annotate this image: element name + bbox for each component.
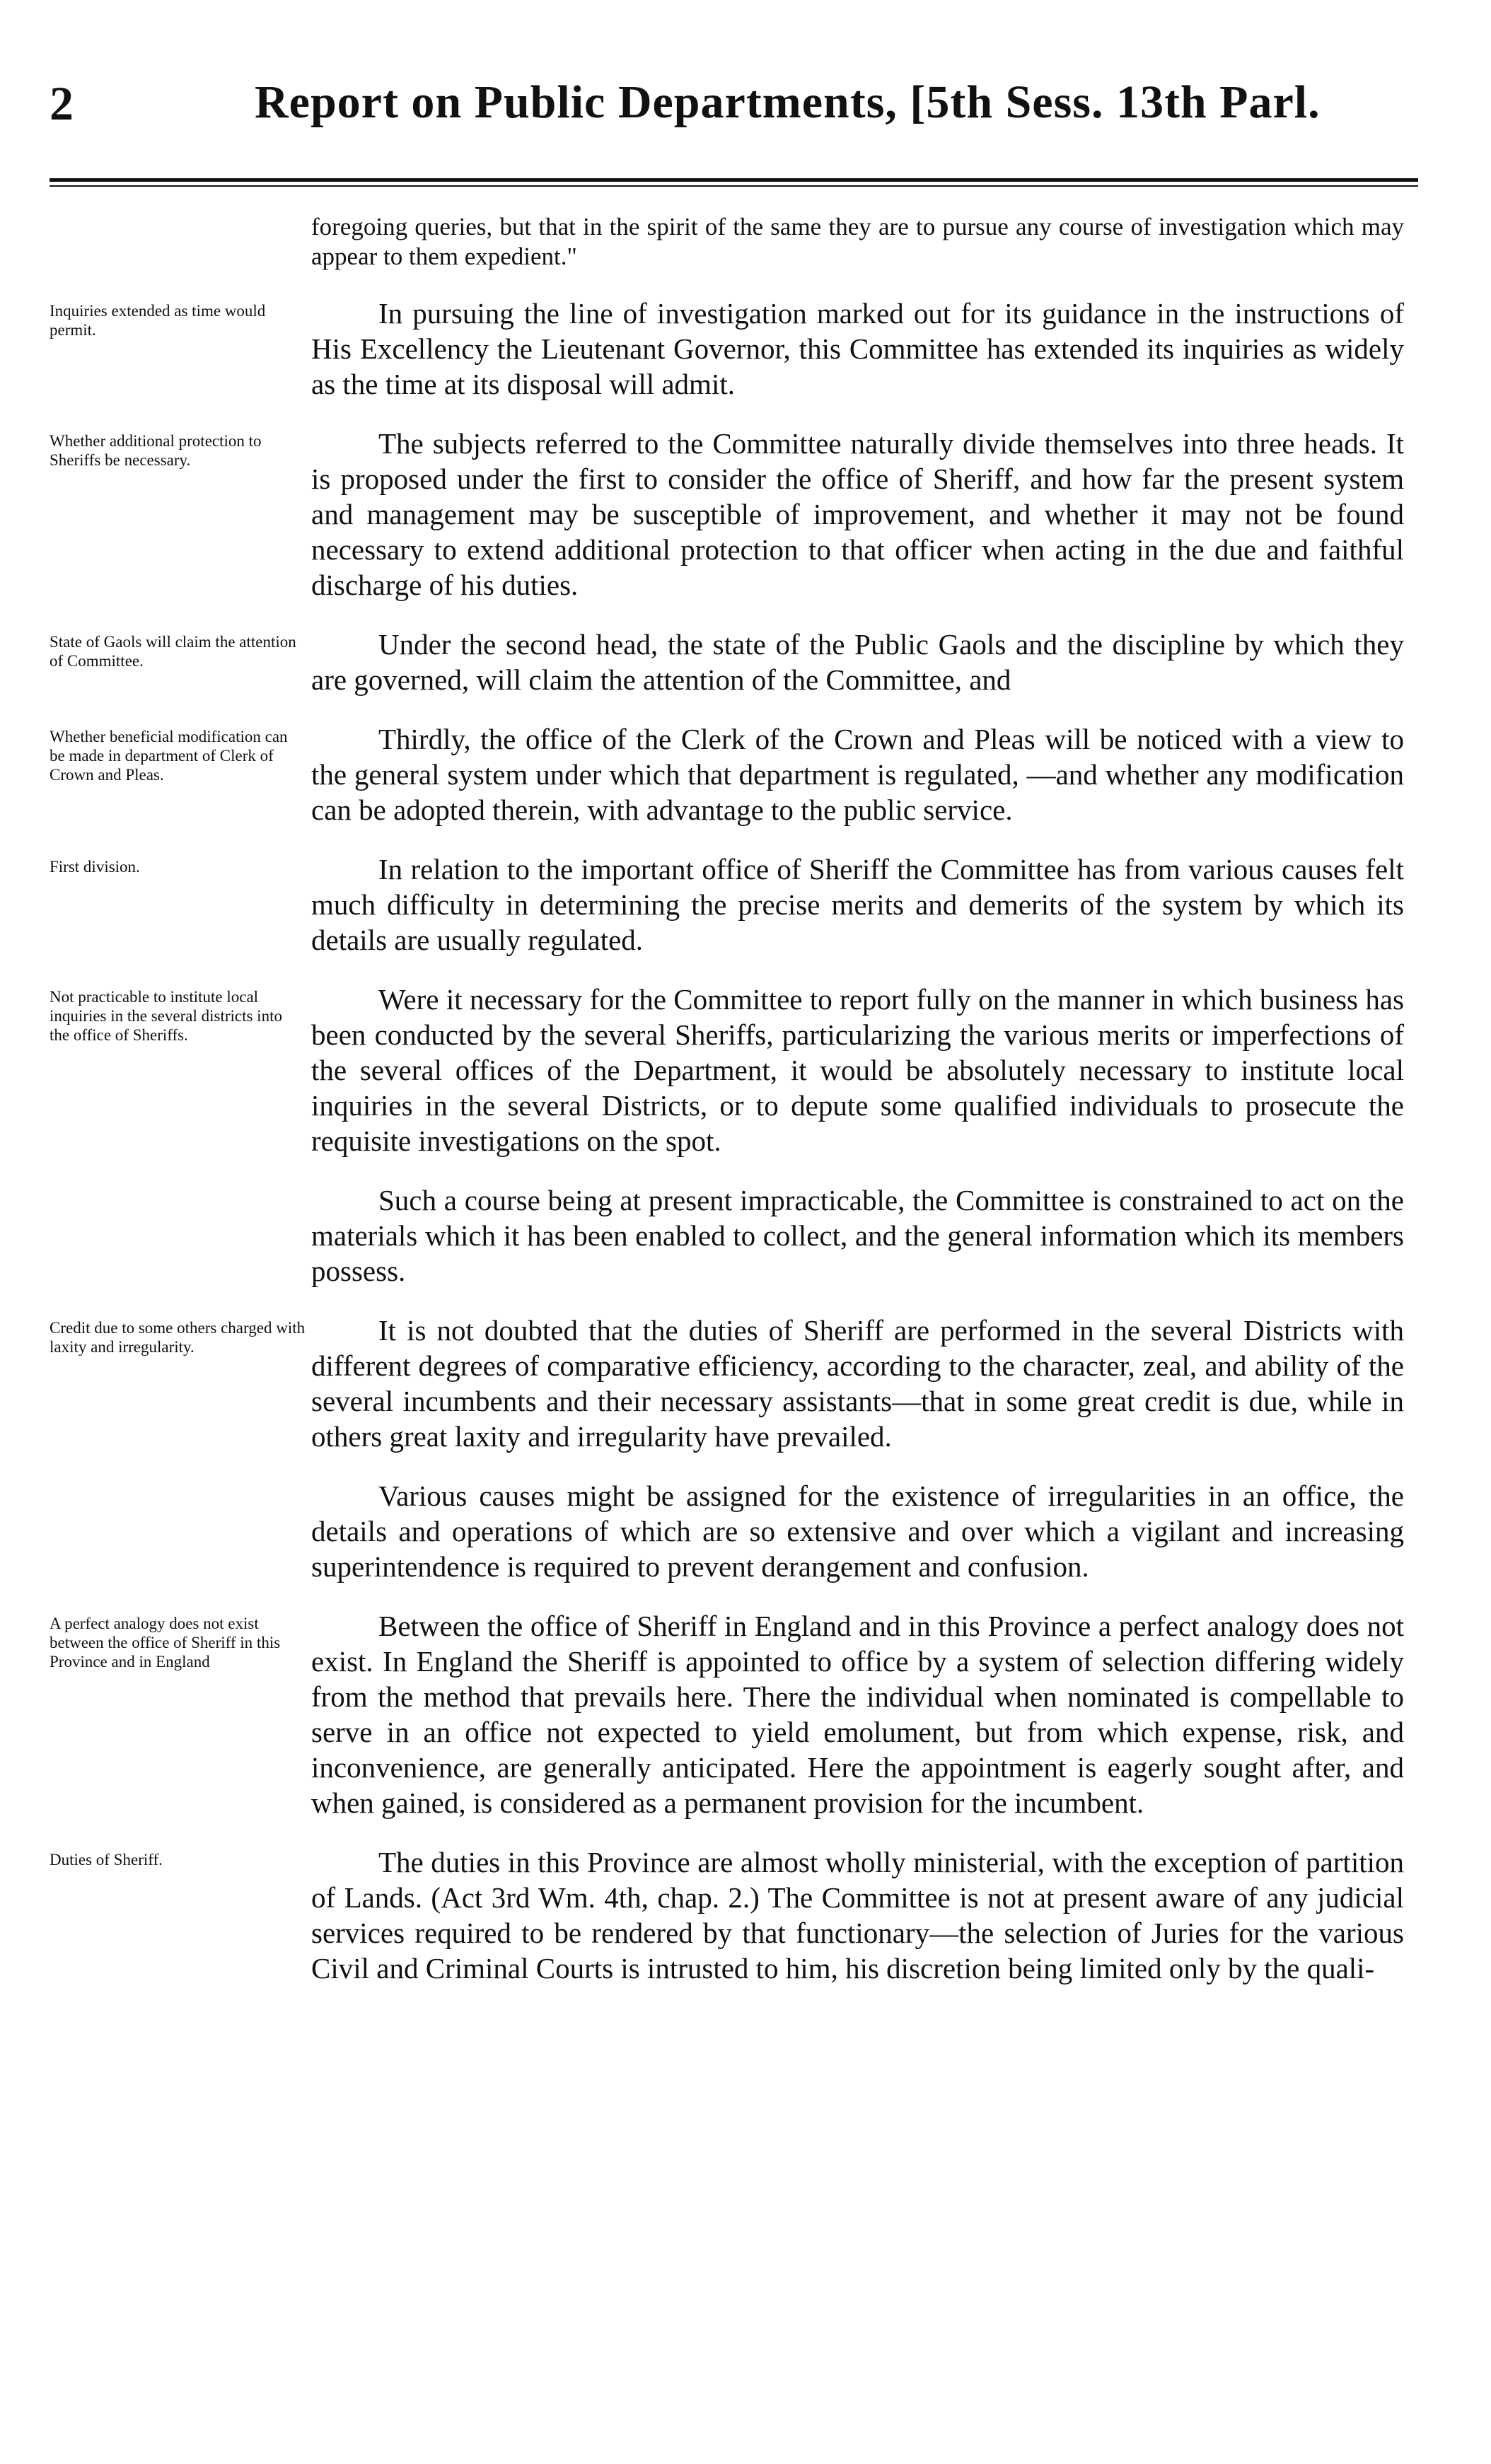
paragraph: Such a course being at present impracticable, the Committee is constrained to act on the materials which it has been enabled to collect, and the general information which its members possess. — [311, 1184, 1404, 1287]
paragraph-block — [50, 212, 1415, 272]
margin-note: Not practicable to institute local inquiries in the several districts into the office of Sheriffs. — [50, 988, 282, 1044]
margin-note: Inquiries extended as time would permit. — [50, 302, 266, 339]
paragraph-block — [50, 982, 1415, 1158]
paragraph-block — [50, 1844, 1415, 1986]
paragraph-block — [50, 1478, 1415, 1584]
paragraph: Various causes might be assigned for the existence of irregularities in an office, the details and operations of which are so extensive and over which a vigilant and increasing superintendence is required to prevent derangement and confusion. — [311, 1480, 1404, 1583]
margin-note — [50, 1478, 311, 1484]
paragraph: In pursuing the line of investigation marked out for its guidance in the instructions of His Excellency the Lieutenant Governor, this Committee has extended its inquiries as widely as the time at its disposal will admit. — [311, 297, 1404, 400]
margin-note: First division. — [50, 858, 140, 876]
paragraph: foregoing queries, but that in the spirit of the same they are to pursue any course of investigation which may appear to them expedient." — [311, 213, 1404, 270]
running-title: Report on Public Departments, [5th Sess. 13th Parl. — [255, 76, 1321, 128]
paragraph-block — [50, 852, 1415, 958]
header-rule-thin — [50, 185, 1418, 187]
paragraph: It is not doubted that the duties of Sheriff are performed in the several Districts with different degrees of comparative efficiency, according to the character, zeal, and ability of the several incumbents and their necessary assistants—that in some great credit is due, while in others great laxity and irregularity have prevailed. — [311, 1314, 1404, 1453]
paragraph: The subjects referred to the Committee naturally divide themselves into three heads. It is proposed under the first to consider the office of Sheriff, and how far the present system and management may be susceptible of improvement, and whether it may not be found necessary to extend additional protection to that officer when acting in the due and faithful discharge of his duties. — [311, 427, 1404, 601]
paragraph: Under the second head, the state of the Public Gaols and the discipline by which they are governed, will claim the attention of the Committee, and — [311, 628, 1404, 696]
paragraph-block — [50, 296, 1415, 402]
margin-note — [50, 1182, 311, 1188]
margin-note: State of Gaols will claim the attention of Committee. — [50, 633, 296, 670]
paragraph: Thirdly, the office of the Clerk of the Crown and Pleas will be noticed with a view to the general system under which that department is regulated, —and whether any modification can be adopted therein, with advantage to the public service. — [311, 723, 1404, 826]
paragraph-block — [50, 1182, 1415, 1289]
page-number: 2 — [50, 76, 74, 130]
header-rule-thick — [50, 178, 1418, 182]
paragraph: Were it necessary for the Committee to report fully on the manner in which business has been conducted by the several Sheriffs, particularizing the various merits or imperfections of the several offices of the Department, it would be absolutely necessary to institute local inquiries in the several Districts, or to depute some qualified individuals to prosecute the requisite investigations on the spot. — [311, 983, 1404, 1157]
paragraph: Between the office of Sheriff in England and in this Province a perfect analogy does not exist. In England the Sheriff is appointed to office by a system of selection differing widely from the method that prevails here. There the individual when nominated is compellable to serve in an office not expected to yield emolument, but from which expense, risk, and inconvenience, are generally anticipated. Here the appointment is eagerly sought after, and when gained, is considered as a permanent provision for the incumbent. — [311, 1610, 1404, 1819]
margin-note: Whether beneficial modification can be made in department of Clerk of Crown and Pleas. — [50, 728, 288, 784]
paragraph-block — [50, 627, 1415, 697]
paragraph: In relation to the important office of Sheriff the Committee has from various causes felt much difficulty in determining the precise merits and demerits of the system by which its details are usually regulated. — [311, 853, 1404, 956]
paragraph-block — [50, 1313, 1415, 1454]
page-body — [50, 212, 1415, 1986]
paragraph-block — [50, 721, 1415, 827]
margin-note: A perfect analogy does not exist between the office of Sheriff in this Province and in England — [50, 1615, 281, 1670]
margin-note: Duties of Sheriff. — [50, 1851, 163, 1869]
margin-note — [50, 212, 311, 218]
page-header — [50, 67, 1415, 145]
margin-note: Credit due to some others charged with laxity and irregularity. — [50, 1319, 306, 1356]
paragraph-block — [50, 426, 1415, 603]
paragraph-block — [50, 1608, 1415, 1820]
paragraph: The duties in this Province are almost wholly ministerial, with the exception of partition of Lands. (Act 3rd Wm. 4th, chap. 2.) The Committee is not at present aware of any judicial services required to be rendered by that functionary—the selection of Juries for the various Civil and Criminal Courts is intrusted to him, his discretion being limited only by the quali- — [311, 1846, 1404, 1984]
margin-note: Whether additional protection to Sheriffs be necessary. — [50, 432, 262, 469]
